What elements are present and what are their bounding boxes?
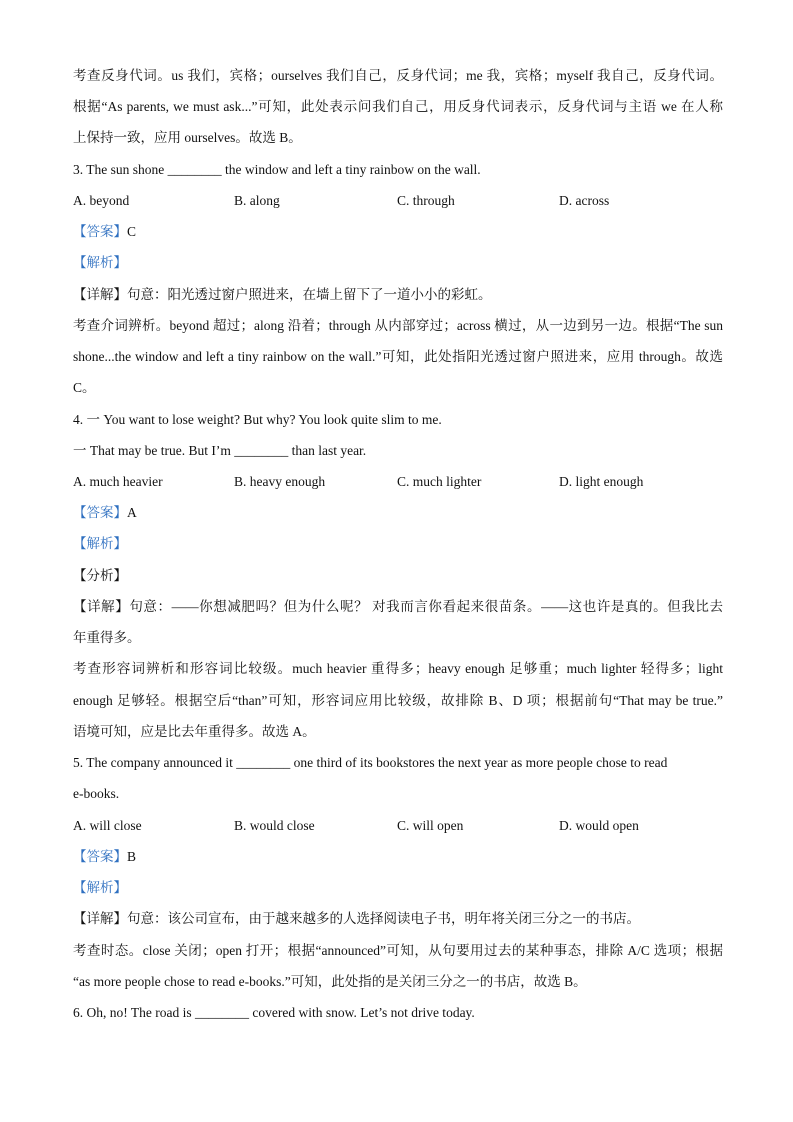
q5-option-b: B. would close bbox=[234, 818, 315, 833]
q4-stem-line-2: 一 That may be true. But I’m ________ than last year. bbox=[73, 443, 367, 458]
q4-detail-line-3: 考查形容词辨析和形容词比较级。much heavier 重得多；heavy enough 足够重；much lighter 轻得多；light bbox=[73, 661, 723, 676]
q3-detail-line-3: shone...the window and left a tiny rainbow on the wall.”可知，此处指阳光透过窗户照进来，应用 through。故选 bbox=[73, 349, 723, 364]
q4-detail-line-4: enough 足够轻。根据空后“than”可知，形容词应用比较级，故排除 B、D 项；根据前句“That may be true.” bbox=[73, 693, 723, 708]
answer-value: A bbox=[127, 505, 137, 520]
q5-option-a: A. will close bbox=[73, 818, 142, 833]
q4-option-d: D. light enough bbox=[559, 474, 644, 489]
q5-stem-line-2: e-books. bbox=[73, 786, 120, 801]
q5-detail-line-1: 【详解】句意：该公司宣布，由于越来越多的人选择阅读电子书，明年将关闭三分之一的书店。 bbox=[73, 911, 640, 926]
answer-tag: 【答案】 bbox=[73, 849, 127, 864]
answer-tag: 【答案】 bbox=[73, 224, 127, 239]
q5-option-d: D. would open bbox=[559, 818, 639, 833]
q2-analysis-line-1: 考查反身代词。us 我们，宾格；ourselves 我们自己，反身代词；me 我，宾格；myself 我自己，反身代词。 bbox=[73, 68, 723, 83]
q4-detail-line-2: 年重得多。 bbox=[73, 630, 141, 645]
q4-answer bbox=[73, 504, 723, 522]
q5-analysis-tag: 【解析】 bbox=[73, 880, 127, 895]
q3-option-d: D. across bbox=[559, 193, 610, 208]
q2-analysis-line-3: 上保持一致，应用 ourselves。故选 B。 bbox=[73, 130, 302, 145]
q3-option-c: C. through bbox=[397, 193, 455, 208]
q3-analysis-tag: 【解析】 bbox=[73, 255, 127, 270]
q4-detail-line-1: 【详解】句意：——你想减肥吗？但为什么呢？ 对我而言你看起来很苗条。——这也许是真的。但我比去 bbox=[73, 599, 723, 614]
q4-option-c: C. much lighter bbox=[397, 474, 482, 489]
q4-analysis-tag: 【解析】 bbox=[73, 536, 127, 551]
answer-value: B bbox=[127, 849, 137, 864]
q3-answer bbox=[73, 223, 723, 241]
q3-detail-line-2: 考查介词辨析。beyond 超过；along 沿着；through 从内部穿过；across 横过，从一边到另一边。根据“The sun bbox=[73, 318, 723, 333]
q4-stem-line-1: 4. 一 You want to lose weight? But why? You look quite slim to me. bbox=[73, 412, 442, 427]
q4-detail-line-5: 语境可知，应是比去年重得多。故选 A。 bbox=[73, 724, 316, 739]
answer-tag: 【答案】 bbox=[73, 505, 127, 520]
q5-option-c: C. will open bbox=[397, 818, 464, 833]
q6-stem: 6. Oh, no! The road is ________ covered with snow. Let’s not drive today. bbox=[73, 1005, 475, 1020]
q5-answer bbox=[73, 848, 723, 866]
q3-detail-line-1: 【详解】句意：阳光透过窗户照进来，在墙上留下了一道小小的彩虹。 bbox=[73, 287, 492, 302]
q4-option-b: B. heavy enough bbox=[234, 474, 326, 489]
q5-detail-line-2: 考查时态。close 关闭；open 打开；根据“announced”可知，从句要用过去的某种事态，排除 A/C 选项；根据 bbox=[73, 943, 723, 958]
q2-analysis-line-2: 根据“As parents, we must ask...”可知，此处表示问我们自己，用反身代词表示，反身代词与主语 we 在人称 bbox=[73, 99, 723, 114]
q3-option-a: A. beyond bbox=[73, 193, 130, 208]
q3-detail-line-4: C。 bbox=[73, 380, 96, 395]
q5-detail-line-3: “as more people chose to read e-books.”可知，此处指的是关闭三分之一的书店，故选 B。 bbox=[73, 974, 587, 989]
q5-stem-line-1: 5. The company announced it ________ one third of its bookstores the next year as more people chose to read bbox=[73, 755, 668, 770]
q4-fenxi-tag: 【分析】 bbox=[73, 568, 127, 583]
answer-value: C bbox=[127, 224, 137, 239]
q3-stem: 3. The sun shone ________ the window and left a tiny rainbow on the wall. bbox=[73, 162, 481, 177]
q4-option-a: A. much heavier bbox=[73, 474, 163, 489]
q3-option-b: B. along bbox=[234, 193, 280, 208]
